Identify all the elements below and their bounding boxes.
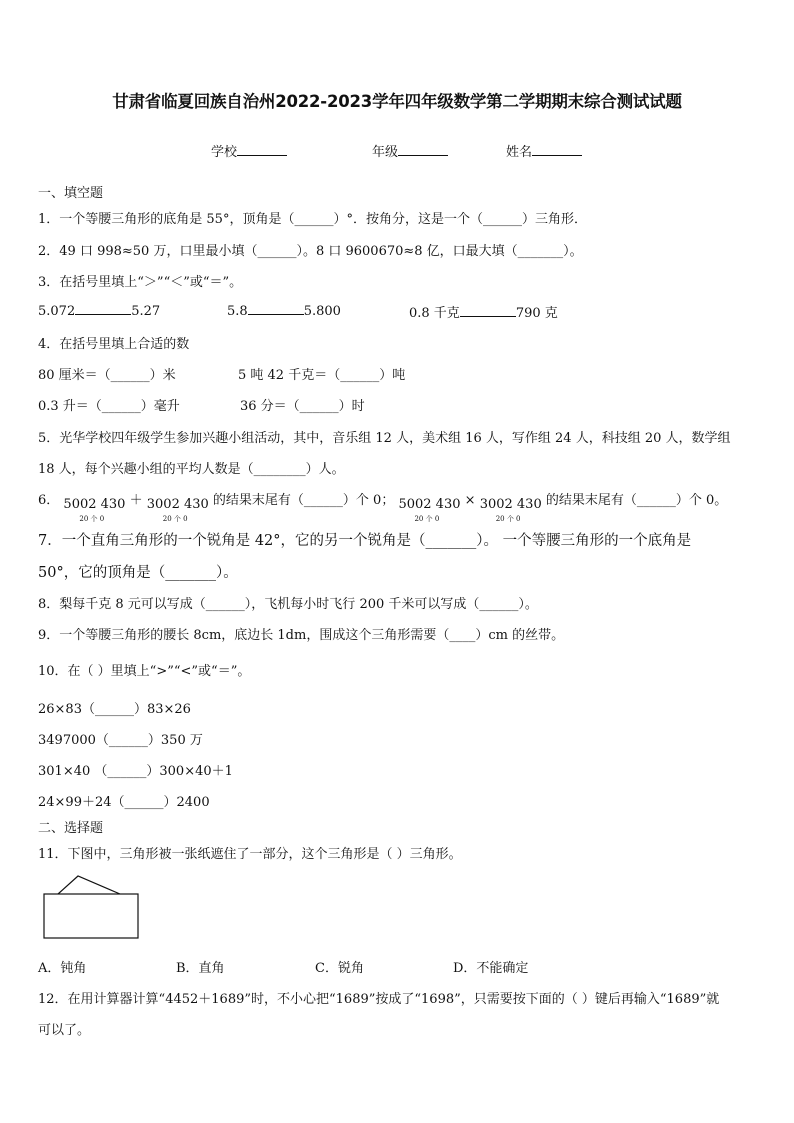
question-7-line-1: 7．一个直角三角形的一个锐角是 42°，它的另一个锐角是（_______）。 一个等腰三角形的一个底角是 [38, 533, 692, 549]
triangle-visible-tip [58, 876, 120, 894]
q3-item-c [409, 302, 558, 321]
q3a-left: 5.072 [38, 304, 76, 319]
q6-times: × [464, 493, 476, 508]
q3b-right: 5.800 [303, 304, 341, 319]
q6-expr-4-note: 20 个 0 [495, 515, 521, 523]
q6-expr-2 [146, 497, 209, 523]
question-5-line-2: 18 人，每个兴趣小组的平均人数是（________）人。 [38, 462, 345, 477]
q3-item-b [227, 302, 341, 319]
q6-expr-1-note: 20 个 0 [79, 515, 105, 523]
covering-paper [44, 894, 138, 938]
q11-option-d[interactable]: D．不能确定 [453, 961, 529, 976]
question-7-line-2: 50°，它的顶角是（_______）。 [38, 565, 238, 581]
q4-item-c: 0.3 升＝（______）毫升 [38, 399, 180, 414]
q3-item-a [38, 302, 160, 319]
name-blank[interactable] [532, 143, 582, 156]
question-10: 10．在（ ）里填上“>”“<”或“＝”。 [38, 664, 251, 679]
section-fill-blank: 一、填空题 [38, 186, 104, 201]
question-1: 1．一个等腰三角形的底角是 55°，顶角是（______）°．按角分，这是一个（______）三角形． [38, 212, 587, 227]
q3b-blank[interactable] [248, 302, 304, 315]
q3b-left: 5.8 [227, 304, 248, 319]
q6-expr-2-note: 20 个 0 [162, 515, 188, 523]
question-12-line-2: 可以了。 [38, 1023, 91, 1038]
q3c-right: 790 克 [515, 306, 558, 321]
q3c-left: 0.8 千克 [409, 306, 460, 321]
q6-expr-4 [479, 497, 542, 523]
question-8: 8．梨每千克 8 元可以写成（______），飞机每小时飞行 200 千米可以写成（______）。 [38, 597, 538, 612]
q11-option-b[interactable]: B．直角 [176, 961, 225, 976]
q6-expr-1 [63, 497, 126, 523]
question-12-line-1: 12．在用计算器计算“4452＋1689”时，不小心把“1689”按成了“1698”，只需要按下面的（ ）键后再输入“1689”就 [38, 992, 720, 1007]
q3a-blank[interactable] [75, 302, 131, 315]
q10-item-b: 3497000（______）350 万 [38, 733, 203, 748]
q11-option-c[interactable]: C．锐角 [315, 961, 364, 976]
q6-expr-2-value: 3002 430 [146, 497, 209, 512]
q4-item-a: 80 厘米＝（______）米 [38, 368, 176, 383]
q4-item-b: 5 吨 42 千克＝（______）吨 [238, 368, 406, 383]
q10-item-d: 24×99＋24（______）2400 [38, 795, 210, 810]
q6-end: 的结果末尾有（______）个 0。 [545, 493, 728, 508]
page-title: 甘肃省临夏回族自治州2022-2023学年四年级数学第二学期期末综合测试试题 [112, 92, 682, 111]
section-multiple-choice: 二、选择题 [38, 821, 104, 836]
q6-expr-3 [398, 497, 461, 523]
q6-expr-4-value: 3002 430 [479, 497, 542, 512]
q11-option-a[interactable]: A．钝角 [38, 961, 87, 976]
question-6 [38, 489, 728, 523]
q4-item-d: 36 分＝（______）时 [240, 399, 365, 414]
q3a-right: 5.27 [131, 304, 161, 319]
question-9: 9．一个等腰三角形的腰长 8cm，底边长 1dm，围成这个三角形需要（____）cm 的丝带。 [38, 628, 565, 643]
q6-plus: ＋ [129, 493, 143, 508]
grade-field [372, 141, 448, 160]
q6-number: 6． [38, 493, 60, 508]
school-blank[interactable] [237, 143, 287, 156]
question-11: 11．下图中，三角形被一张纸遮住了一部分，这个三角形是（ ）三角形。 [38, 847, 462, 862]
q6-expr-1-value: 5002 430 [63, 497, 126, 512]
name-field [506, 141, 582, 160]
grade-blank[interactable] [398, 143, 448, 156]
question-2: 2．49 口 998≈50 万，口里最小填（______）。8 口 9600670≈8 亿，口最大填（_______）。 [38, 244, 583, 259]
q6-expr-3-value: 5002 430 [398, 497, 461, 512]
q6-expr-3-note: 20 个 0 [414, 515, 440, 523]
q3c-blank[interactable] [460, 304, 516, 317]
school-field [211, 141, 287, 160]
q10-item-a: 26×83（______）83×26 [38, 702, 191, 717]
school-label: 学校 [211, 145, 238, 160]
question-5-line-1: 5．光华学校四年级学生参加兴趣小组活动，其中，音乐组 12 人，美术组 16 人，写作组 24 人，科技组 20 人，数学组 [38, 431, 731, 446]
question-3: 3．在括号里填上“＞”“＜”或“＝”。 [38, 275, 243, 290]
q10-item-c: 301×40 （______）300×40＋1 [38, 764, 233, 779]
q6-mid: 的结果末尾有（______）个 0； [212, 493, 395, 508]
grade-label: 年级 [372, 145, 399, 160]
question-4: 4．在括号里填上合适的数 [38, 337, 190, 352]
covered-triangle-figure [40, 872, 140, 942]
name-label: 姓名 [506, 145, 533, 160]
